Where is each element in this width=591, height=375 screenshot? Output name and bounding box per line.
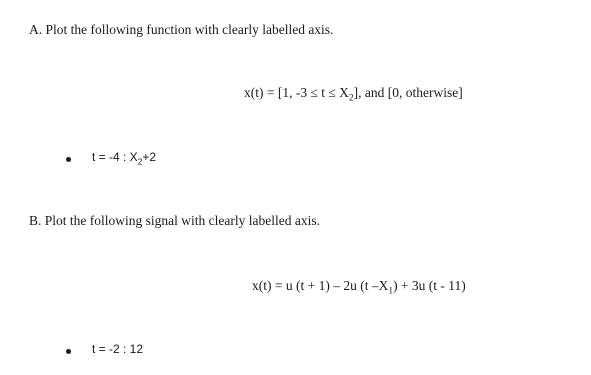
- section-a-range-suffix: +2: [142, 150, 157, 164]
- section-a-equation-suffix: ], and [0, otherwise]: [353, 85, 463, 100]
- section-b-equation-subscript: 1: [388, 286, 394, 297]
- section-b-equation: [252, 278, 466, 297]
- bullet-icon: [66, 349, 71, 354]
- section-a-equation: [244, 85, 463, 104]
- section-b-equation-suffix: ) + 3u (t - 11): [393, 278, 466, 293]
- section-a-range-subscript: 2: [137, 156, 143, 167]
- section-b-range: t = -2 : 12: [92, 342, 144, 356]
- section-b-heading: B. Plot the following signal with clearly labelled axis.: [29, 213, 320, 228]
- section-a-heading: A. Plot the following function with clearly labelled axis.: [29, 22, 334, 37]
- section-a-range-prefix: t = -4 : X: [92, 150, 138, 164]
- section-a-range: [92, 150, 157, 167]
- section-b-equation-prefix: x(t) = u (t + 1) – 2u (t –X: [252, 278, 389, 293]
- section-a-equation-prefix: x(t) = [1, -3 ≤ t ≤ X: [244, 85, 349, 100]
- section-a-equation-subscript: 2: [348, 93, 354, 104]
- bullet-icon: [66, 157, 71, 162]
